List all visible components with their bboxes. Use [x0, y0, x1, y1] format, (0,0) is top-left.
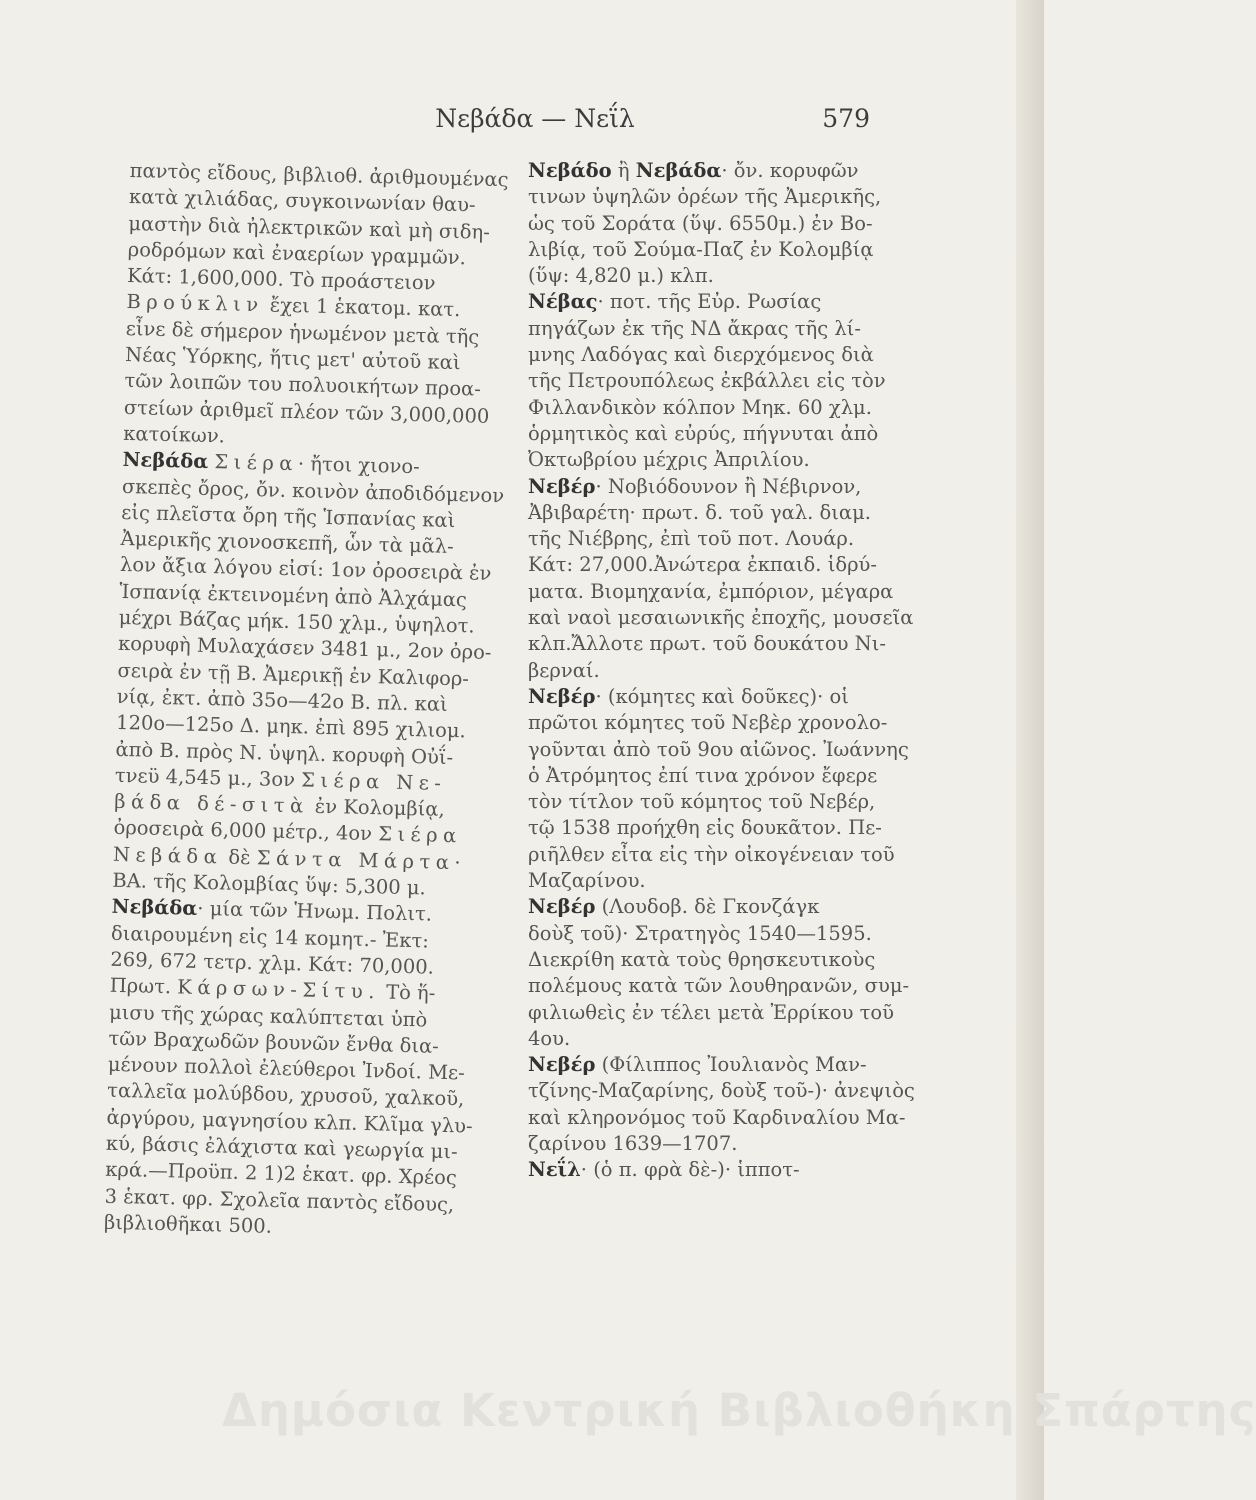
text-run: παντὸς εἴδους, βιβλιοθ. ἀριθμουμένας: [129, 158, 509, 192]
entry-headword: Νεβάδα: [122, 448, 209, 474]
text-run: κύ, βάσις ἐλάχιστα καὶ γεωργία μι-: [105, 1131, 458, 1164]
text-run: τῶν λοιπῶν του πολυοικήτων προα-: [124, 369, 482, 402]
text-run: ἀργύρου, μαγνησίου κλπ. Κλῖμα γλυ-: [106, 1105, 473, 1138]
text-run: Νέας Ὑόρκης, ἥτις μετ' αὐτοῦ καὶ: [124, 343, 461, 375]
text-run: ἀπὸ Β. πρὸς Ν. ὑψηλ. κορυφὴ Οὐΐ-: [115, 737, 454, 769]
text-run: Βρούκλιν: [126, 290, 264, 317]
text-line: [528, 1000, 895, 1026]
text-line: [528, 815, 882, 841]
text-run: ματα. Βιομηχανία, ἐμπόριον, μέγαρα: [528, 579, 894, 603]
text-run: Κάρσων-Σίτυ.: [177, 975, 381, 1004]
text-run: πηγάζων ἐκ τῆς ΝΔ ἄκρας τῆς λί-: [528, 316, 861, 340]
entry-headword: Νεβέρ: [528, 684, 596, 708]
text-run: τὸν τίτλον τοῦ κόμητος τοῦ Νεβέρ,: [528, 790, 876, 814]
text-run: Ἱσπανίᾳ ἐκτεινομένη ἀπὸ Ἀλχάμας: [119, 579, 468, 612]
text-line: [528, 947, 876, 973]
text-line: [528, 763, 878, 789]
text-run: κατὰ χιλιάδας, συγκοινωνίαν θαυ-: [128, 185, 476, 217]
text-run: μισυ τῆς χώρας καλύπτεται ὑπὸ: [108, 1000, 428, 1032]
text-line: [528, 579, 894, 605]
text-run: Κάτ: 1,600,000. Τὸ προάστειον: [126, 264, 436, 295]
text-run: γοῦνται ἀπὸ τοῦ 9ου αἰῶνος. Ἰωάννης: [528, 737, 909, 761]
text-run: (Λουδοβ. δὲ Γκονζάγκ: [595, 895, 820, 919]
text-run: ἔχει 1 ἑκατομ. κατ.: [263, 293, 461, 322]
text-line: [528, 316, 873, 342]
text-run: δοὺξ τοῦ)· Στρατηγὸς 1540—1595.: [528, 921, 872, 945]
entry-headword: Νεβάδα: [111, 895, 198, 921]
page-number: 579: [822, 104, 870, 133]
text-line: [528, 658, 873, 684]
text-line: [528, 184, 882, 210]
text-run: βερναί.: [528, 658, 600, 682]
text-run: · ὄν. κορυφῶν: [721, 159, 859, 182]
text-run: 269, 672 τετρ. χλμ. Κάτ: 70,000.: [110, 947, 435, 979]
text-line: [528, 289, 873, 315]
text-run: Ἀβιβαρέτη· πρωτ. δ. τοῦ γαλ. διαμ.: [528, 500, 871, 524]
text-line: [528, 737, 909, 763]
text-run: κλπ.Ἄλλοτε πρωτ. τοῦ δουκάτου Νι-: [528, 632, 886, 656]
text-run: · (ὁ π. φρὰ δὲ-)· ἱπποτ-: [580, 1158, 800, 1182]
text-run: · (κόμητες καὶ δοῦκες)· οἱ: [595, 684, 849, 708]
text-run: ροδρόμων καὶ ἐναερίων γραμμῶν.: [127, 237, 467, 270]
text-line: [528, 421, 879, 447]
text-run: εἰς πλεῖστα ὄρη τῆς Ἱσπανίας καὶ: [121, 500, 456, 532]
text-line: [528, 868, 873, 894]
text-run: βάδα δέ-σιτὰ: [113, 789, 309, 818]
text-line: [528, 395, 873, 421]
text-run: Τὸ ἥ-: [379, 980, 436, 1005]
left-column: [103, 158, 509, 1244]
text-run: τζίνης-Μαζαρίνης, δοὺξ τοῦ-)· ἀνεψιὸς: [528, 1079, 915, 1103]
text-line: [528, 1078, 915, 1104]
page-edge-shadow: [1016, 0, 1044, 1500]
text-line: [528, 211, 873, 237]
text-run: κατοίκων.: [122, 421, 226, 448]
text-line: [528, 263, 873, 289]
text-line: [528, 973, 910, 999]
text-run: Σιέρα Νε-: [300, 768, 447, 795]
text-run: · μία τῶν Ἡνωμ. Πολιτ.: [197, 897, 433, 926]
text-run: ὡς τοῦ Σοράτα (ὕψ. 6550μ.) ἐν Βο-: [528, 211, 873, 235]
text-run: Ἀμερικῆς χιονοσκεπῆ, ὧν τὰ μᾶλ-: [120, 527, 455, 559]
text-run: Φιλλανδικὸν κόλπον Μηκ. 60 χλμ.: [528, 395, 872, 419]
text-run: νίᾳ, ἐκτ. ἀπὸ 35ο—42ο Β. πλ. καὶ: [116, 684, 448, 716]
text-run: τῆς Νιέβρης, ἐπὶ τοῦ ποτ. Λουάρ.: [528, 527, 855, 551]
text-run: ἢ: [611, 159, 636, 182]
text-run: λον ἄξια λόγου εἰσί: 1ον ὀροσειρὰ ἐν: [119, 553, 492, 586]
text-run: μαστὴν διὰ ἠλεκτρικῶν καὶ μὴ σιδη-: [128, 211, 491, 244]
text-run: Σιέρα: [377, 822, 462, 848]
text-line: [528, 500, 873, 526]
text-run: σειρὰ ἐν τῇ Β. Ἀμερικῇ ἐν Καλιφορ-: [117, 658, 470, 691]
text-run: μένουν πολλοὶ ἐλεύθεροι Ἰνδοί. Με-: [107, 1052, 466, 1085]
text-line: [528, 1105, 906, 1131]
text-run: δὲ: [221, 845, 258, 870]
text-run: τνεϋ 4,545 μ., 3ον: [114, 763, 302, 792]
text-line: [528, 237, 873, 263]
text-line: [528, 158, 873, 184]
text-run: λιβίᾳ, τοῦ Σούμα-Παζ ἐν Κολομβίᾳ: [528, 237, 874, 261]
text-run: στείων ἀριθμεῖ πλέον τῶν 3,000,000: [123, 395, 490, 428]
text-run: Μαζαρίνου.: [528, 869, 646, 893]
right-column: [528, 158, 915, 1184]
text-run: βιβλιοθῆκαι 500.: [103, 1210, 273, 1238]
text-run: ὀροσειρὰ 6,000 μέτρ., 4ον: [113, 816, 379, 846]
text-line: [528, 342, 873, 368]
text-line: [528, 1052, 873, 1078]
text-line: [528, 474, 873, 500]
entry-headword: Νεβέρ: [528, 474, 596, 498]
text-run: διαιρουμένη εἰς 14 κομητ.- Ἐκτ:: [110, 921, 430, 953]
text-run: · Νοβιόδουνον ἢ Νέβιρνον,: [595, 474, 862, 498]
text-line: [528, 894, 873, 920]
text-run: ὁ Ἀτρόμητος ἐπί τινα χρόνον ἔφερε: [528, 763, 878, 787]
page-header: [0, 104, 1044, 144]
text-run: (Φίλιππος Ἰουλιανὸς Μαν-: [595, 1053, 867, 1077]
text-line: [528, 1026, 873, 1052]
text-line: [528, 526, 873, 552]
text-run: πρῶτοι κόμητες τοῦ Νεβὲρ χρονολο-: [528, 711, 888, 735]
text-line: [528, 368, 886, 394]
text-run: 4ου.: [528, 1026, 571, 1050]
entry-headword: Νεβέρ: [528, 1053, 596, 1077]
entry-headword: Νεβάδα: [635, 159, 722, 182]
entry-headword: Νεβέρ: [528, 895, 596, 919]
text-run: 120ο—125ο Δ. μηκ. ἐπὶ 895 χιλιομ.: [115, 711, 467, 743]
text-run: 3 ἑκατ. φρ. Σχολεῖα παντὸς εἴδους,: [104, 1184, 455, 1216]
text-line: [528, 605, 914, 631]
text-run: ὁρμητικὸς καὶ εὐρύς, πήγνυται ἀπὸ: [528, 421, 879, 445]
text-run: · ποτ. τῆς Εὐρ. Ρωσίας: [597, 290, 822, 314]
entry-headword: Νεβάδο: [528, 159, 612, 182]
text-run: ζαρίνου 1639—1707.: [528, 1131, 738, 1155]
text-run: Ὀκτωβρίου μέχρις Ἀπριλίου.: [528, 448, 810, 472]
text-line: [528, 447, 873, 473]
text-run: ·: [454, 850, 461, 875]
text-run: φιλιωθεὶς ἐν τέλει μετὰ Ἐρρίκου τοῦ: [528, 1000, 895, 1024]
text-run: μέχρι Βάζας μήκ. 150 χλμ., ὑψηλοτ.: [118, 605, 475, 638]
text-run: καὶ κληρονόμος τοῦ Καρδιναλίου Μα-: [528, 1105, 906, 1129]
text-run: κρά.—Προϋπ. 2 1)2 ἑκατ. φρ. Χρέος: [104, 1157, 458, 1190]
text-line: [528, 684, 873, 710]
text-run: εἶνε δὲ σήμερον ἡνωμένον μετὰ τῆς: [125, 316, 480, 349]
text-run: τῆς Πετρουπόλεως ἐκβάλλει εἰς τὸν: [528, 369, 886, 393]
text-run: ταλλεῖα μολύβδου, χρυσοῦ, χαλκοῦ,: [106, 1079, 465, 1111]
text-line: [528, 552, 877, 578]
text-line: [528, 1131, 873, 1157]
text-line: [528, 921, 873, 947]
text-run: Σάντα Μάρτα: [256, 846, 455, 874]
text-run: τινων ὑψηλῶν ὀρέων τῆς Ἀμερικῆς,: [528, 185, 882, 209]
text-line: [528, 842, 895, 868]
text-run: τῷ 1538 προήχθη εἰς δουκᾶτον. Πε-: [528, 816, 882, 840]
text-run: Κάτ: 27,000.Ἀνώτερα ἐκπαιδ. ἱδρύ-: [528, 553, 877, 577]
text-line: [528, 631, 886, 657]
text-run: πολέμους κατὰ τῶν λουθηρανῶν, συμ-: [528, 974, 910, 998]
text-run: ριῆλθεν εἶτα εἰς τὴν οἰκογένειαν τοῦ: [528, 842, 895, 866]
text-run: καὶ ναοὶ μεσαιωνικῆς ἐποχῆς, μουσεῖα: [528, 606, 914, 630]
text-run: (ὕψ: 4,820 μ.) κλπ.: [528, 264, 714, 288]
text-run: ΒΑ. τῆς Κολομβίας ὕψ: 5,300 μ.: [112, 868, 427, 900]
text-run: Νεβάδα: [112, 842, 223, 869]
entry-headword: Νέβας: [528, 290, 598, 314]
text-run: σκεπὲς ὄρος, ὄν. κοινὸν ἀποδιδόμενον: [121, 474, 505, 507]
text-run: Σιέρα: [214, 450, 299, 476]
text-run: ἐν Κολομβίᾳ,: [308, 794, 445, 822]
text-run: τῶν Βραχωδῶν βουνῶν ἔνθα δια-: [108, 1026, 440, 1058]
text-run: · ἤτοι χιονο-: [297, 452, 420, 479]
text-run: Διεκρίθη κατὰ τοὺς θρησκευτικοὺς: [528, 947, 876, 971]
text-run: Πρωτ.: [109, 973, 178, 999]
entry-headword: Νεΐλ: [528, 1158, 581, 1182]
text-line: [528, 710, 888, 736]
text-run: κορυφὴ Μυλαχάσεν 3481 μ., 2ον ὀρο-: [117, 632, 492, 665]
text-line: [528, 789, 876, 815]
text-run: μνης Λαδόγας καὶ διερχόμενος διὰ: [528, 343, 874, 367]
running-head: Νεβάδα — Νεΐλ: [435, 104, 635, 133]
text-line: [528, 1157, 873, 1183]
library-watermark: Δημόσια Κεντρική Βιβλιοθήκη Σπάρτης: [222, 1384, 1256, 1437]
